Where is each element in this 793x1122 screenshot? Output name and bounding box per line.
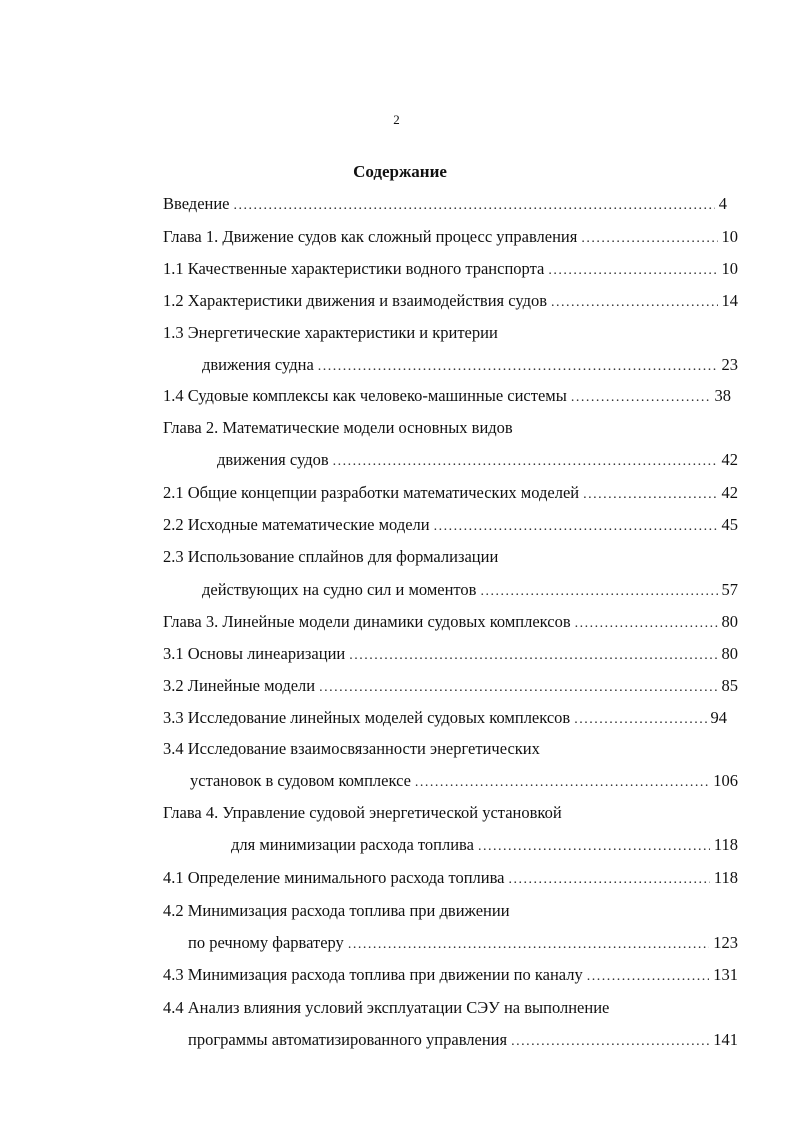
toc-entry-section-1-4 bbox=[163, 384, 731, 408]
dot-leader bbox=[574, 708, 706, 730]
toc-entry-page: 94 bbox=[710, 708, 727, 727]
toc-entry-section-4-2 bbox=[188, 931, 738, 955]
dot-leader bbox=[234, 194, 715, 216]
toc-entry-title: 2.2 Исходные математические модели bbox=[163, 515, 430, 534]
toc-entry-section-4-4-line1 bbox=[163, 996, 738, 1020]
dot-leader bbox=[478, 835, 710, 857]
toc-entry-title-continuation: для минимизации расхода топлива bbox=[231, 835, 474, 854]
toc-entry-chapter-4 bbox=[231, 833, 738, 857]
toc-entry-title: 2.1 Общие концепции разработки математических моделей bbox=[163, 483, 580, 502]
toc-entry-page: 45 bbox=[721, 515, 738, 534]
toc-entry-section-3-3 bbox=[163, 706, 727, 730]
toc-entry-page: 118 bbox=[713, 835, 738, 854]
toc-entry-section-2-1 bbox=[163, 481, 738, 505]
toc-entry-section-1-1 bbox=[163, 257, 738, 281]
toc-entry-section-1-2 bbox=[163, 289, 738, 313]
toc-entry-chapter-4-line1 bbox=[163, 801, 738, 825]
toc-entry-section-4-3 bbox=[163, 963, 738, 987]
page-title: Содержание bbox=[353, 162, 447, 181]
dot-leader bbox=[571, 386, 711, 408]
toc-entry-page: 118 bbox=[713, 868, 738, 887]
toc-entry-page: 10 bbox=[721, 227, 738, 246]
toc-entry-chapter-3 bbox=[163, 610, 738, 634]
toc-entry-title: Глава 2. Математические модели основных видов bbox=[163, 418, 513, 437]
toc-entry-title: 4.3 Минимизация расхода топлива при движении по каналу bbox=[163, 965, 583, 984]
toc-entry-section-4-1 bbox=[163, 866, 738, 890]
dot-leader bbox=[583, 483, 717, 505]
dot-leader bbox=[349, 644, 717, 666]
toc-entry-title-continuation: по речному фарватеру bbox=[188, 933, 344, 952]
dot-leader bbox=[348, 933, 709, 955]
toc-entry-title-continuation: действующих на судно сил и моментов bbox=[202, 580, 477, 599]
toc-entry-page: 141 bbox=[713, 1030, 738, 1049]
toc-entry-title: 1.4 Судовые комплексы как человеко-машинные системы bbox=[163, 386, 567, 405]
dot-leader bbox=[581, 227, 717, 249]
toc-entry-title: 4.4 Анализ влияния условий эксплуатации СЭУ на выполнение bbox=[163, 998, 610, 1017]
dot-leader bbox=[509, 868, 710, 890]
toc-entry-section-1-3-line1 bbox=[163, 321, 738, 345]
toc-entry-chapter-1 bbox=[163, 225, 738, 249]
toc-entry-title: 3.4 Исследование взаимосвязанности энергетических bbox=[163, 739, 540, 758]
toc-entry-page: 42 bbox=[721, 450, 738, 469]
toc-entry-title: 3.1 Основы линеаризации bbox=[163, 644, 346, 663]
toc-entry-section-3-2 bbox=[163, 674, 738, 698]
dot-leader bbox=[333, 450, 718, 472]
toc-entry-page: 4 bbox=[718, 194, 727, 213]
toc-entry-section-2-2 bbox=[163, 513, 738, 537]
dot-leader bbox=[319, 676, 717, 698]
toc-entry-section-3-4 bbox=[190, 769, 738, 793]
toc-entry-page: 57 bbox=[721, 580, 738, 599]
dot-leader bbox=[551, 291, 717, 313]
toc-entry-title-continuation: программы автоматизированного управления bbox=[188, 1030, 508, 1049]
page-number: 2 bbox=[393, 112, 400, 127]
toc-entry-title: Глава 1. Движение судов как сложный процесс управления bbox=[163, 227, 578, 246]
toc-entry-page: 80 bbox=[721, 644, 738, 663]
toc-entry-title: 1.1 Качественные характеристики водного транспорта bbox=[163, 259, 545, 278]
toc-entry-introduction bbox=[163, 192, 727, 216]
toc-entry-section-4-4 bbox=[188, 1028, 738, 1052]
toc-entry-page: 80 bbox=[721, 612, 738, 631]
toc-entry-section-2-3 bbox=[202, 578, 738, 602]
toc-entry-title-continuation: движения судна bbox=[202, 355, 314, 374]
toc-entry-title-continuation: установок в судовом комплексе bbox=[190, 771, 411, 790]
dot-leader bbox=[575, 612, 718, 634]
toc-entry-title: 3.3 Исследование линейных моделей судовых комплексов bbox=[163, 708, 571, 727]
toc-entry-section-3-4-line1 bbox=[163, 737, 738, 761]
dot-leader bbox=[434, 515, 718, 537]
dot-leader bbox=[587, 965, 710, 987]
dot-leader bbox=[480, 580, 717, 602]
toc-entry-title: Глава 3. Линейные модели динамики судовых комплексов bbox=[163, 612, 571, 631]
toc-entry-page: 38 bbox=[714, 386, 731, 405]
toc-entry-title: 2.3 Использование сплайнов для формализации bbox=[163, 547, 499, 566]
toc-entry-section-2-3-line1 bbox=[163, 545, 738, 569]
toc-entry-page: 42 bbox=[721, 483, 738, 502]
dot-leader bbox=[511, 1030, 709, 1052]
toc-entry-section-1-3 bbox=[202, 353, 738, 377]
toc-entry-page: 123 bbox=[713, 933, 738, 952]
toc-entry-title: Введение bbox=[163, 194, 230, 213]
toc-entry-title: 1.3 Энергетические характеристики и критерии bbox=[163, 323, 498, 342]
toc-entry-page: 14 bbox=[721, 291, 738, 310]
toc-entry-page: 85 bbox=[721, 676, 738, 695]
toc-entry-section-4-2-line1 bbox=[163, 899, 738, 923]
toc-entry-page: 10 bbox=[721, 259, 738, 278]
toc-entry-page: 131 bbox=[713, 965, 738, 984]
toc-entry-section-3-1 bbox=[163, 642, 738, 666]
dot-leader bbox=[548, 259, 717, 281]
toc-entry-chapter-2-line1 bbox=[163, 416, 738, 440]
toc-entry-title-continuation: движения судов bbox=[217, 450, 329, 469]
toc-entry-page: 106 bbox=[713, 771, 738, 790]
toc-entry-title: Глава 4. Управление судовой энергетической установкой bbox=[163, 803, 562, 822]
toc-entry-title: 3.2 Линейные модели bbox=[163, 676, 316, 695]
dot-leader bbox=[318, 355, 718, 377]
toc-entry-page: 23 bbox=[721, 355, 738, 374]
toc-entry-title: 4.1 Определение минимального расхода топлива bbox=[163, 868, 505, 887]
toc-entry-title: 4.2 Минимизация расхода топлива при движении bbox=[163, 901, 510, 920]
toc-entry-title: 1.2 Характеристики движения и взаимодействия судов bbox=[163, 291, 548, 310]
dot-leader bbox=[415, 771, 709, 793]
toc-entry-chapter-2 bbox=[217, 448, 738, 472]
